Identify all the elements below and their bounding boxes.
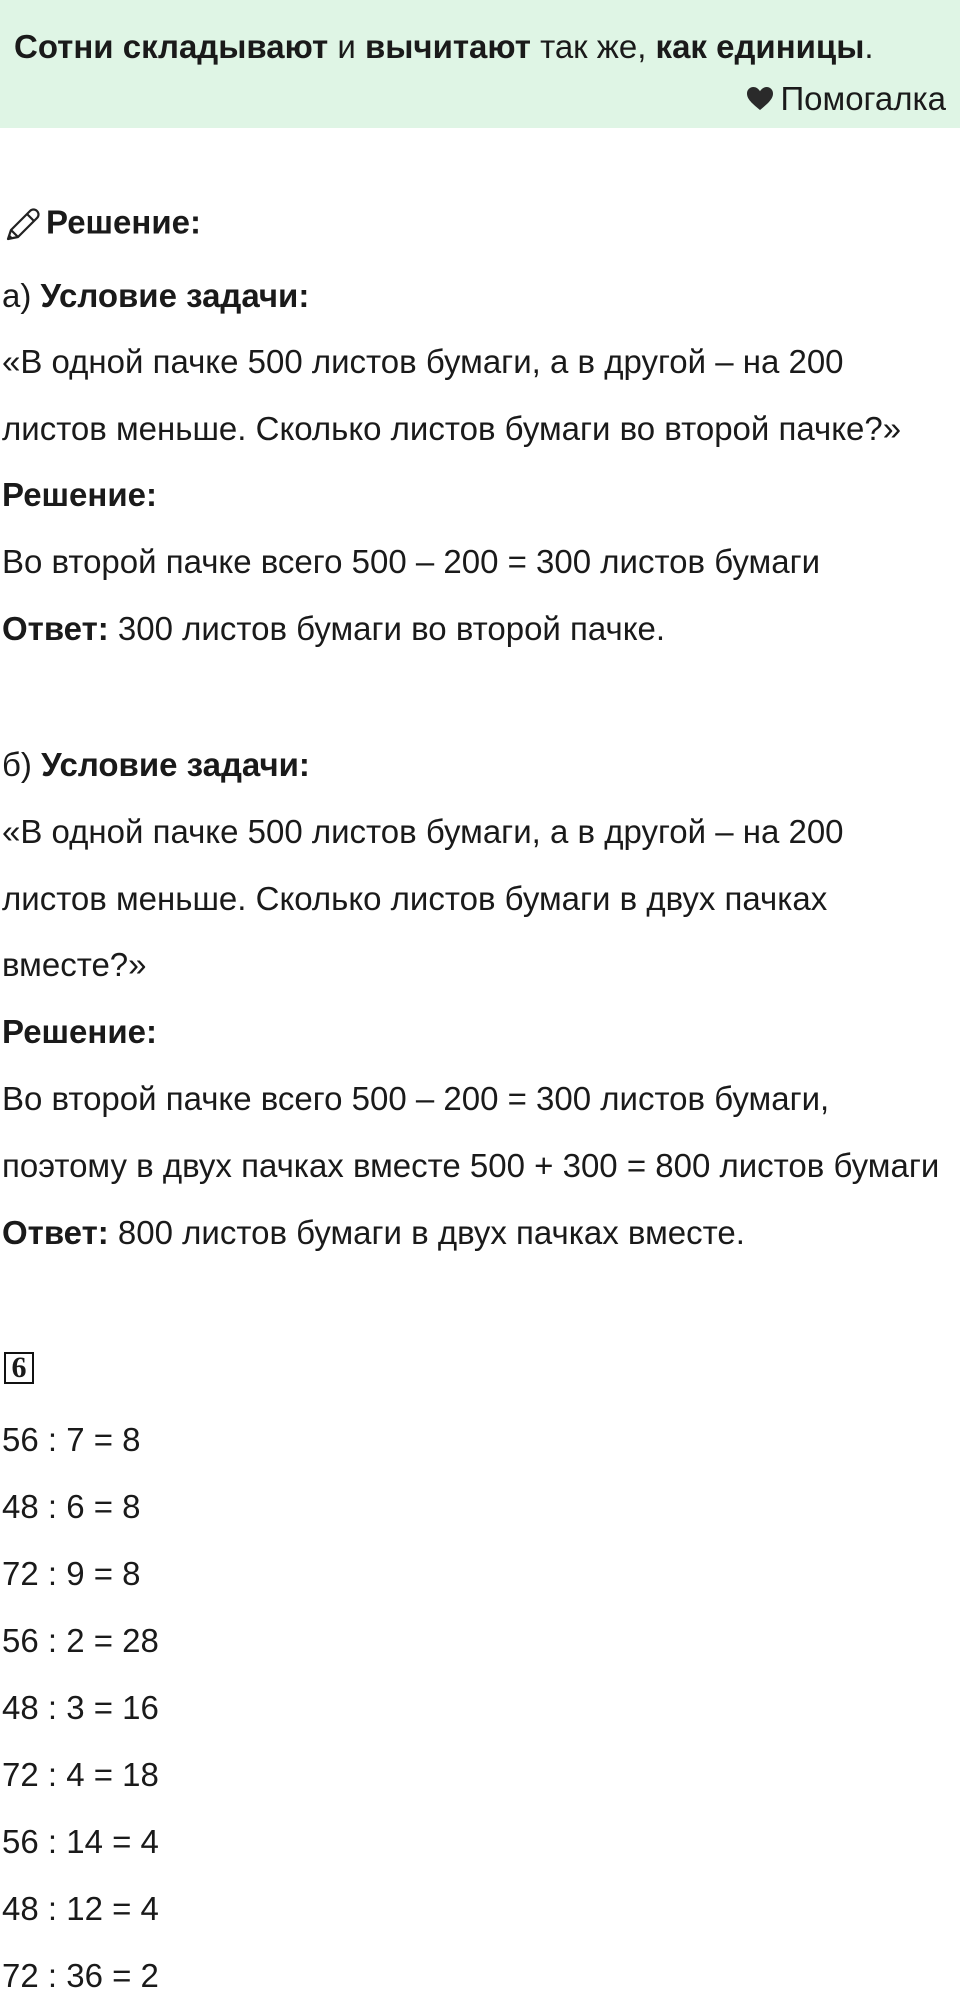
part-a-solution-label [2, 478, 157, 511]
hint-plain-3: . [864, 28, 874, 65]
part-b-condition-line-3: вместе?» [2, 946, 147, 983]
part-b-solution-line-2: поэтому в двух пачках вместе 500 + 300 = 800 листов бумаги [2, 1147, 940, 1184]
equation-line: 48 : 6 = 8 [2, 1488, 141, 1525]
equation-line: 56 : 14 = 4 [2, 1823, 159, 1860]
equation-line: 48 : 12 = 4 [2, 1890, 159, 1927]
part-a-answer [2, 612, 665, 645]
heart-icon [746, 86, 774, 112]
solution-heading [2, 205, 201, 245]
equation-line: 48 : 3 = 16 [2, 1689, 159, 1726]
hint-bold-1: Сотни складывают [14, 28, 329, 65]
part-b-condition-line-1: «В одной пачке 500 листов бумаги, а в другой – на 200 [2, 813, 844, 850]
part-a-answer-label: Ответ: [2, 610, 109, 647]
hint-box [0, 0, 960, 128]
part-a-condition-line-1: «В одной пачке 500 листов бумаги, а в другой – на 200 [2, 343, 844, 380]
equation-line: 56 : 2 = 28 [2, 1622, 159, 1659]
solution-heading-text: Решение: [46, 203, 201, 241]
hint-plain-2: так же, [530, 28, 656, 65]
hint-author-name: Помогалка [780, 80, 946, 117]
hint-author [746, 80, 946, 118]
part-a-title-text: Условие задачи: [40, 277, 310, 314]
part-b-condition-line-2: листов меньше. Сколько листов бумаги в двух пачках [2, 880, 828, 917]
part-a-condition-line-2: листов меньше. Сколько листов бумаги во второй пачке?» [2, 410, 902, 447]
part-b-prefix: б) [2, 746, 42, 783]
part-b-answer-text: 800 листов бумаги в двух пачках вместе. [108, 1214, 745, 1251]
equation-line: 56 : 7 = 8 [2, 1421, 141, 1458]
hint-bold-3: как единицы [655, 28, 865, 65]
part-a-solution-line-1: Во второй пачке всего 500 – 200 = 300 листов бумаги [2, 543, 821, 580]
equation-line: 72 : 36 = 2 [2, 1957, 159, 1994]
hint-text [14, 28, 874, 66]
pencil-icon [2, 205, 42, 245]
part-b-answer [2, 1216, 745, 1249]
part-a-answer-text: 300 листов бумаги во второй пачке. [108, 610, 666, 647]
part-b-title-text: Условие задачи: [41, 746, 310, 783]
part-a-solution-label-text: Решение: [2, 476, 157, 513]
task-number-box: 6 [4, 1352, 34, 1384]
part-b-solution-label-text: Решение: [2, 1013, 157, 1050]
equation-line: 72 : 9 = 8 [2, 1555, 141, 1592]
hint-plain-1: и [328, 28, 365, 65]
part-a-title [2, 279, 309, 312]
part-b-answer-label: Ответ: [2, 1214, 109, 1251]
part-b-title [2, 748, 310, 781]
part-a-prefix: а) [2, 277, 41, 314]
equation-line: 72 : 4 = 18 [2, 1756, 159, 1793]
hint-bold-2: вычитают [364, 28, 531, 65]
part-b-solution-label [2, 1015, 157, 1048]
part-b-solution-line-1: Во второй пачке всего 500 – 200 = 300 листов бумаги, [2, 1080, 830, 1117]
